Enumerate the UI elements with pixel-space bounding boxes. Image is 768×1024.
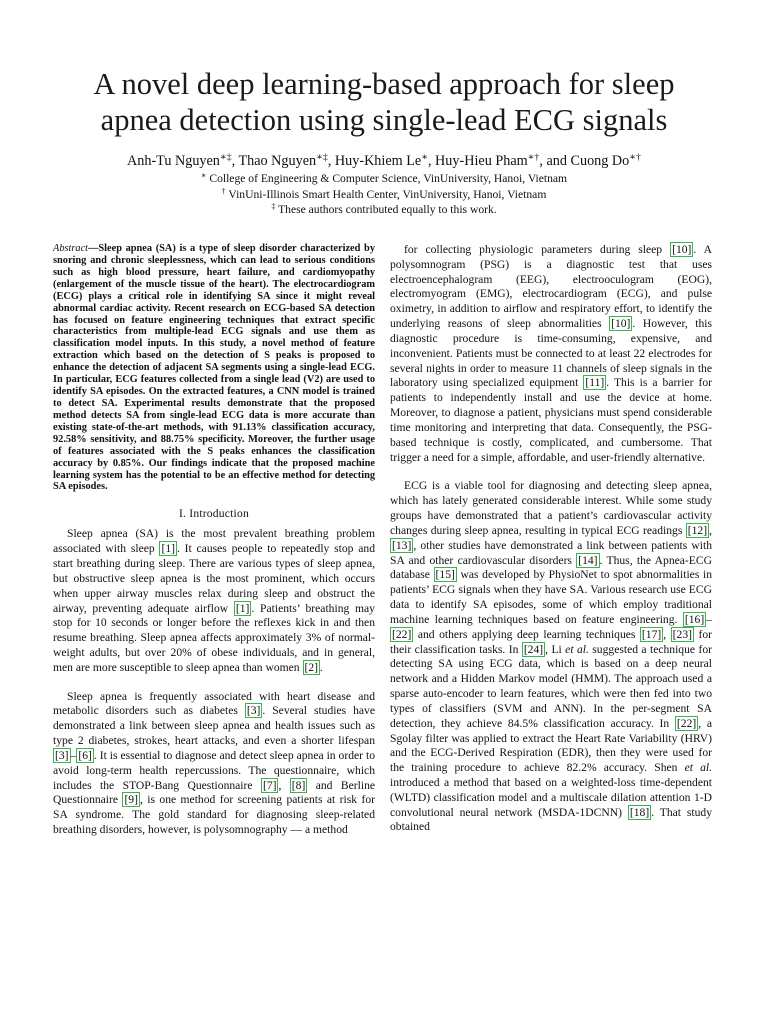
text-run: . This is a barrier for patients to independently install and use the device at home. Moreover, to diagnose a patient, physicians must spend considerable time monitoring and interpreting that data. Consequently, the PSG-based technique is costly, complicated, and cumbersome. That trigger a need for a simple, affordable, and user-friendly alternative. bbox=[390, 376, 712, 464]
author-marks: ∗‡ bbox=[316, 152, 328, 164]
text-run: for their classification tasks. In bbox=[390, 627, 713, 656]
citation-link[interactable]: [9] bbox=[124, 793, 138, 807]
text-run: was developed by PhysioNet to spot abnormalities in patients’ ECG signals when they have SA. Various research use ECG data to identify SA episodes, some of which employ traditional machine learning techniques based on feature engineering. bbox=[390, 568, 712, 626]
citation-link[interactable]: [16] bbox=[684, 612, 705, 626]
citation-link[interactable]: [7] bbox=[262, 778, 277, 792]
abstract-lead: Abstract bbox=[53, 243, 89, 254]
section-heading: I. Introduction bbox=[179, 507, 249, 521]
paragraph-gap bbox=[390, 465, 712, 479]
abstract bbox=[53, 243, 375, 493]
italic-text: et al. bbox=[684, 761, 713, 775]
citation-link[interactable]: [1] bbox=[161, 542, 175, 556]
text-run: and Berline Questionnaire bbox=[53, 778, 376, 807]
body-paragraph bbox=[390, 479, 712, 835]
text-run: – bbox=[70, 748, 77, 762]
text-run: introduced a method that based on a weighted-loss time-dependent (WLTD) classification model and a multiscale dilation attention 1-D convolutional neural network (MSDA-1DCNN) bbox=[390, 775, 712, 819]
citation-link[interactable]: [24] bbox=[523, 642, 544, 656]
citation-link[interactable]: [10] bbox=[611, 317, 631, 331]
citation-link[interactable]: [23] bbox=[672, 627, 692, 641]
citation-link[interactable]: [13] bbox=[392, 538, 412, 552]
author-marks: ∗‡ bbox=[219, 152, 232, 164]
text-run: . Several studies have demonstrated a link between sleep apnea and health issues such as type 2 diabetes, strokes, heart attacks, and even a shorter lifespan bbox=[53, 704, 375, 748]
citation-link[interactable]: [18] bbox=[629, 805, 650, 819]
author-name: Thao Nguyen bbox=[238, 153, 317, 169]
citation-link[interactable]: [12] bbox=[687, 523, 708, 537]
citation-link[interactable]: [11] bbox=[585, 376, 605, 390]
text-run: , bbox=[278, 778, 290, 792]
affiliation-2 bbox=[40, 187, 728, 203]
text-run: , other studies have demonstrated a link between patients with SA and other cardiovascular disorders bbox=[390, 538, 712, 567]
right-body bbox=[390, 243, 712, 835]
author-name: Cuong Do bbox=[570, 153, 630, 169]
text-run: , bbox=[709, 523, 712, 537]
text-run: ECG is a viable tool for diagnosing and detecting sleep apnea, which has lately generated considerable interest. While some study groups have demonstrated that a patient’s cardiovascular activity changes during sleep apnea, resulting in typical ECG readings bbox=[390, 479, 712, 537]
author-marks: ∗† bbox=[629, 152, 641, 164]
author-separator: , bbox=[327, 153, 335, 169]
text-run: – bbox=[706, 612, 712, 626]
right-column bbox=[390, 243, 712, 835]
paper-title bbox=[40, 66, 728, 138]
text-run: , is one method for screening patients at risk for SA syndrome. The gold standard for diagnosing sleep-related breathing disorders, however, is polysomnography — a method bbox=[53, 793, 375, 837]
text-run: , a Sgolay filter was applied to extract the Heart Rate Variability (HRV) and the ECG-Derived Respiration (EDR), then they were used for the training procedure to achieve 82.2% accuracy. Shen bbox=[390, 716, 712, 775]
affiliation-mark: ‡ bbox=[271, 201, 276, 211]
author-list bbox=[40, 152, 728, 170]
affiliation-mark: ∗ bbox=[200, 170, 207, 180]
author-separator: , bbox=[231, 153, 239, 169]
text-run: . It causes people to repeatedly stop and start breathing during sleep. There are various types of sleep apnea, but obstructive sleep apnea is the most prominent, which occurs when upper airway muscles relax during sleep and obstruct the airway, preventing adequate airflow bbox=[53, 542, 376, 615]
text-run: . That study obtained bbox=[390, 805, 712, 834]
author-separator: , and bbox=[539, 153, 571, 169]
author-separator: , bbox=[427, 153, 436, 169]
body-paragraph bbox=[53, 527, 375, 675]
author-marks: ∗ bbox=[421, 152, 428, 164]
affiliation-3 bbox=[40, 202, 728, 218]
affiliation-text: VinUni-Illinois Smart Health Center, VinUniversity, Hanoi, Vietnam bbox=[225, 187, 547, 201]
affiliation-mark: † bbox=[221, 186, 226, 196]
author-marks: ∗† bbox=[527, 152, 540, 164]
citation-link[interactable]: [6] bbox=[78, 748, 92, 762]
paragraph-gap bbox=[53, 676, 375, 690]
title-line-1: A novel deep learning-based approach for sleep bbox=[93, 67, 675, 101]
citation-link[interactable]: [22] bbox=[392, 627, 412, 641]
citation-link[interactable]: [10] bbox=[672, 243, 692, 256]
citation-link[interactable]: [15] bbox=[435, 568, 455, 582]
citation-link[interactable]: [1] bbox=[235, 601, 250, 615]
author-name: Anh-Tu Nguyen bbox=[127, 153, 220, 169]
affiliation-1 bbox=[40, 171, 728, 187]
text-run: Sleep apnea is frequently associated with heart disease and metabolic disorders such as diabetes bbox=[53, 689, 375, 718]
text-run: suggested a technique for detecting SA using ECG data, which is based on a deep neural network and a Hidden Markov model (HMM). The approach used a sparse auto-encoder to learn features, which were then fed into two types of classifiers (SVM and ANN). In the per-segment SA detection, they achieve 84.5% classification accuracy. In bbox=[390, 642, 712, 730]
left-column bbox=[53, 243, 375, 838]
text-run: . Patients’ breathing may stop for 10 seconds or longer before the reflexes kick in and then resume breathing. Sleep apnea affects approximately 3% of normal-weight adults, but over 20% of obese individuals, and in general, men are more susceptible to sleep apnea than women bbox=[53, 601, 375, 674]
citation-link[interactable]: [22] bbox=[676, 716, 697, 730]
citation-link[interactable]: [3] bbox=[246, 704, 261, 718]
abstract-body: —Sleep apnea (SA) is a type of sleep disorder characterized by snoring and chronic sleeplessness, which can lead to serious conditions such as high blood pressure, heart failure, and cardiomyopathy (enlargement of the muscle tissue of the heart). The electrocardiogram (ECG) plays a critical role in identifying SA since it might reveal abnormal cardiac activity. Recent research on ECG-based SA detection has focused on feature engineering techniques that extract specific characteristics from multiple-lead ECG signals and use them as classification model inputs. In this study, a novel method of feature extraction which based on the detection of S peaks is proposed to enhance the detection of adjacent SA segments using a single-lead ECG. In particular, ECG features collected from a single lead (V2) are used to identify SA episodes. On the extracted features, a CNN model is trained to detect SA. Experimental results demonstrate that the proposed method detects SA from single-lead ECG data is more accurate than existing state-of-the-art methods, with 91.13% classification accuracy, 92.58% sensitivity, and 88.75% specificity. Moreover, the further usage of features associated with the S peaks enhances the classification accuracy by 0.85%. Our findings indicate that the proposed machine learning system has the potential to be an effective method for detecting SA episodes. bbox=[53, 243, 375, 493]
author-name: Huy-Hieu Pham bbox=[435, 153, 528, 169]
text-run: for collecting physiologic parameters during sleep bbox=[404, 243, 671, 256]
text-run: . A polysomnogram (PSG) is a diagnostic test that uses electroencephalogram (EEG), electrooculogram (EOG), electromyogram (EMG), electrocardiogram (ECG), and pulse oximetry, in addition to airflow and respiratory effort, to identify the underlying reasons of sleep abnormalities bbox=[390, 243, 713, 331]
text-run: . It is essential to diagnose and detect sleep apnea in order to avoid long-term health repercussions. The questionnaire, which includes the STOP-Bang Questionnaire bbox=[53, 748, 375, 792]
left-body bbox=[53, 527, 375, 838]
body-paragraph bbox=[53, 690, 375, 838]
body-paragraph bbox=[390, 243, 712, 465]
text-run: , bbox=[663, 627, 671, 641]
author-name: Huy-Khiem Le bbox=[334, 153, 422, 169]
citation-link[interactable]: [14] bbox=[578, 553, 598, 567]
citation-link[interactable]: [8] bbox=[291, 778, 306, 792]
text-run: and others applying deep learning techniques bbox=[413, 627, 640, 641]
affiliation-text: These authors contributed equally to this work. bbox=[275, 203, 497, 216]
text-run: Sleep apnea (SA) is the most prevalent breathing problem associated with sleep bbox=[53, 527, 375, 556]
title-line-2: apnea detection using single-lead ECG signals bbox=[100, 103, 668, 137]
affiliations bbox=[40, 171, 728, 218]
text-run: , Li bbox=[545, 642, 566, 656]
citation-link[interactable]: [17] bbox=[641, 627, 662, 641]
citation-link[interactable]: [2] bbox=[304, 660, 319, 674]
text-run: . bbox=[320, 660, 323, 674]
text-run: . Thus, the Apnea-ECG database bbox=[390, 553, 712, 582]
citation-link[interactable]: [3] bbox=[55, 748, 69, 762]
text-run: . However, this diagnostic procedure is time-consuming, expensive, and inconvenient. Patients must be connected to at least 22 electrodes for several nights in order to measure 11 channels of sleep signals in the laboratory using specialized equipment bbox=[390, 317, 712, 390]
italic-text: et al. bbox=[565, 642, 589, 656]
affiliation-text: College of Engineering & Computer Science, VinUniversity, Hanoi, Vietnam bbox=[206, 172, 568, 185]
